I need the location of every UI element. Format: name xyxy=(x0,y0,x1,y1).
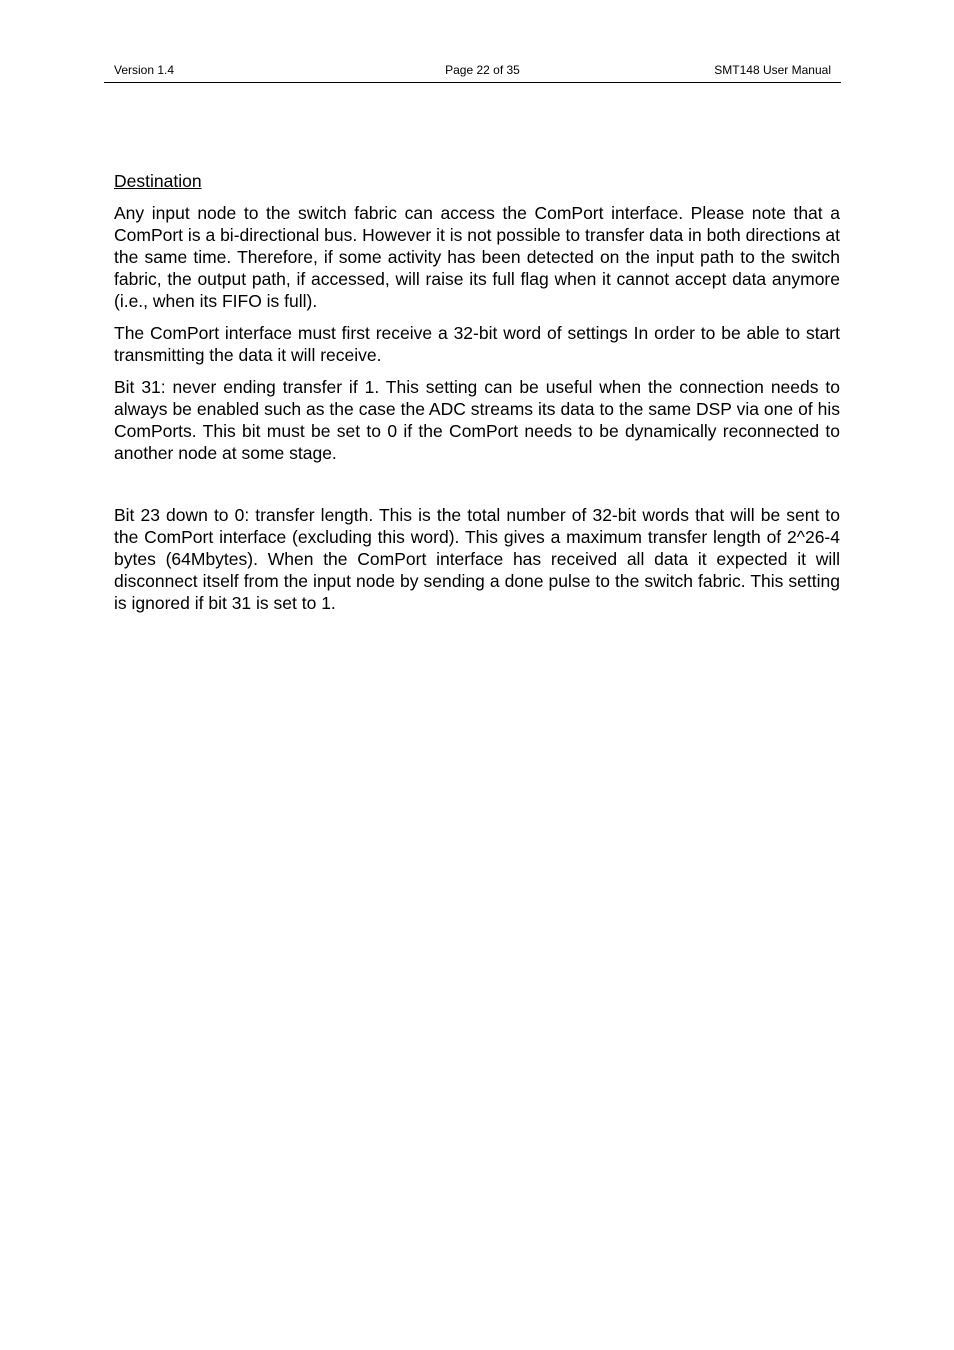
header-version: Version 1.4 xyxy=(114,63,175,77)
header-page-number: Page 22 of 35 xyxy=(445,63,520,77)
header-document-title: SMT148 User Manual xyxy=(714,63,831,77)
paragraph-bit-23-0: Bit 23 down to 0: transfer length. This is the total number of 32-bit words that will be sent to the ComPort interface (excluding this word). This gives a maximum transfer length of 2^26-4 bytes (64Mbytes). When the ComPort interface has received all data it expected it will disconnect itself from the input node by sending a done pulse to the switch fabric. This setting is ignored if bit 31 is set to 1. xyxy=(114,505,840,613)
page-content xyxy=(114,170,840,624)
page-header xyxy=(104,61,841,83)
paragraph-bit-31: Bit 31: never ending transfer if 1. This setting can be useful when the connection needs to always be enabled such as the case the ADC streams its data to the same DSP via one of his ComPorts. This bit must be set to 0 if the ComPort needs to be dynamically reconnected to another node at some stage. xyxy=(114,377,840,463)
section-title: Destination xyxy=(114,171,202,191)
paragraph-settings-word: The ComPort interface must first receive a 32-bit word of settings In order to be able to start transmitting the data it will receive. xyxy=(114,323,840,365)
paragraph-comport-access: Any input node to the switch fabric can access the ComPort interface. Please note that a ComPort is a bi-directional bus. However it is not possible to transfer data in both directions at the same time. Therefore, if some activity has been detected on the input path to the switch fabric, the output path, if accessed, will raise its full flag when it cannot accept data anymore (i.e., when its FIFO is full). xyxy=(114,203,840,311)
